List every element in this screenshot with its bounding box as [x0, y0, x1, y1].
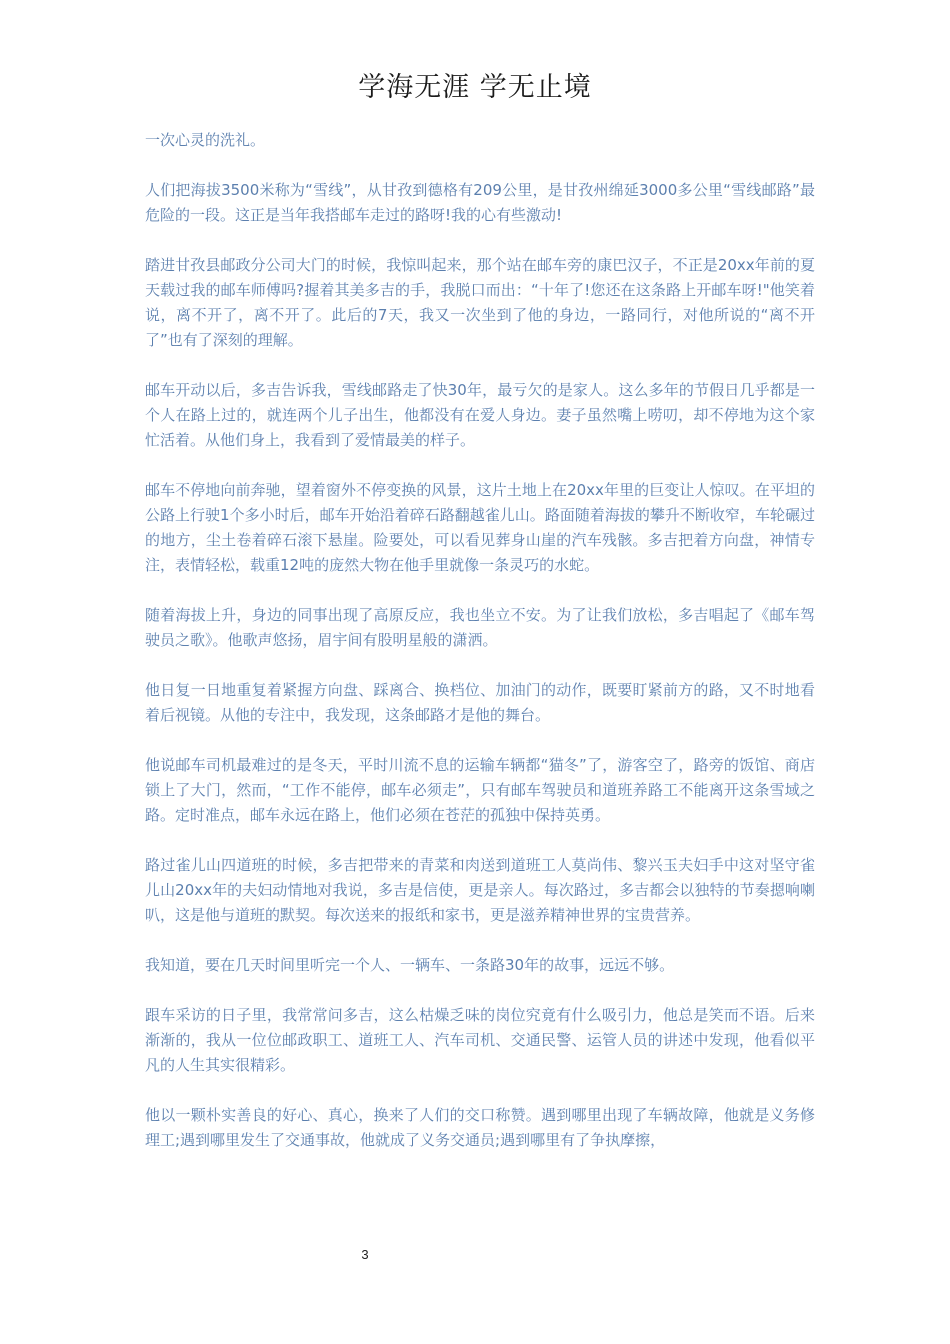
paragraph-2: 人们把海拔3500米称为“雪线”，从甘孜到德格有209公里，是甘孜州绵延3000多公里“雪线邮路”最危险的一段。这正是当年我搭邮车走过的路呀!我的心有些激动! [145, 181, 815, 224]
paragraph-11: 跟车采访的日子里，我常常问多吉，这么枯燥乏味的岗位究竟有什么吸引力，他总是笑而不语。后来渐渐的，我从一位位邮政职工、道班工人、汽车司机、交通民警、运管人员的讲述中发现，他看似平凡的人生其实很精彩。 [145, 1006, 815, 1074]
paragraph-1: 一次心灵的洗礼。 [145, 131, 266, 149]
paragraph-5: 邮车不停地向前奔驰，望着窗外不停变换的风景，这片土地上在20xx年里的巨变让人惊叹。在平坦的公路上行驶1个多小时后，邮车开始沿着碎石路翻越雀儿山。路面随着海拔的攀升不断收窄，车轮碾过的地方，尘土卷着碎石滚下悬崖。险要处，可以看见葬身山崖的汽车残骸。多吉把着方向盘，神情专注，表情轻松，载重12吨的庞然大物在他手里就像一条灵巧的水蛇。 [145, 481, 815, 574]
paragraph-12: 他以一颗朴实善良的好心、真心，换来了人们的交口称赞。遇到哪里出现了车辆故障，他就是义务修理工;遇到哪里发生了交通事故，他就成了义务交通员;遇到哪里有了争执摩擦， [145, 1106, 815, 1149]
paragraph-7: 他日复一日地重复着紧握方向盘、踩离合、换档位、加油门的动作，既要盯紧前方的路，又不时地看着后视镜。从他的专注中，我发现，这条邮路才是他的舞台。 [145, 681, 815, 724]
page-number: 3 [361, 1247, 369, 1262]
document-body [145, 128, 815, 1178]
paragraph-8: 他说邮车司机最难过的是冬天，平时川流不息的运输车辆都“猫冬”了，游客空了，路旁的饭馆、商店锁上了大门，然而，“工作不能停，邮车必须走”，只有邮车驾驶员和道班养路工不能离开这条雪域之路。定时准点，邮车永远在路上，他们必须在苍茫的孤独中保持英勇。 [145, 756, 815, 824]
paragraph-6: 随着海拔上升，身边的同事出现了高原反应，我也坐立不安。为了让我们放松，多吉唱起了《邮车驾驶员之歌》。他歌声悠扬，眉宇间有股明星般的潇洒。 [145, 606, 815, 649]
paragraph-4: 邮车开动以后，多吉告诉我，雪线邮路走了快30年，最亏欠的是家人。这么多年的节假日几乎都是一个人在路上过的，就连两个儿子出生，他都没有在爱人身边。妻子虽然嘴上唠叨，却不停地为这个家忙活着。从他们身上，我看到了爱情最美的样子。 [145, 381, 815, 449]
paragraph-9: 路过雀儿山四道班的时候，多吉把带来的青菜和肉送到道班工人莫尚伟、黎兴玉夫妇手中这对坚守雀儿山20xx年的夫妇动情地对我说，多吉是信使，更是亲人。每次路过，多吉都会以独特的节奏摁响喇叭，这是他与道班的默契。每次送来的报纸和家书，更是滋养精神世界的宝贵营养。 [145, 856, 815, 924]
paragraph-10: 我知道，要在几天时间里听完一个人、一辆车、一条路30年的故事，远远不够。 [145, 956, 675, 974]
paragraph-3: 踏进甘孜县邮政分公司大门的时候，我惊叫起来，那个站在邮车旁的康巴汉子，不正是20xx年前的夏天载过我的邮车师傅吗?握着其美多吉的手，我脱口而出：“十年了!您还在这条路上开邮车呀!"他笑着说，离不开了，离不开了。此后的7天，我又一次坐到了他的身边，一路同行，对他所说的“离不开了”也有了深刻的理解。 [145, 256, 815, 349]
page-title: 学海无涯 学无止境 [358, 72, 592, 103]
